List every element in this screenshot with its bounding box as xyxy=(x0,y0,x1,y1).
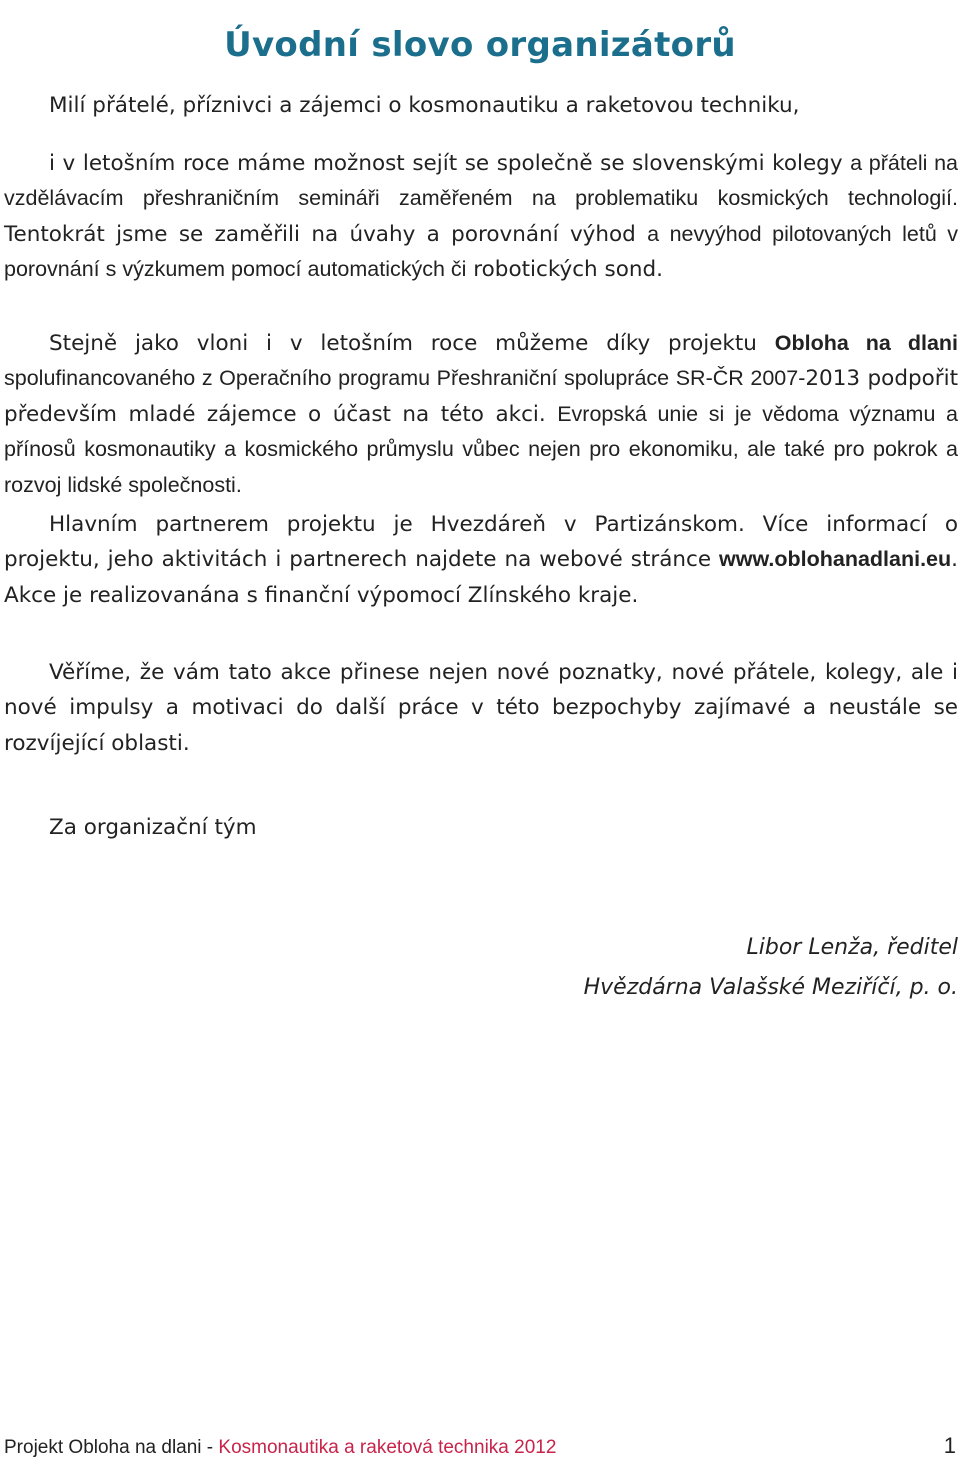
signature-organization: Hvězdárna Valašské Meziříčí, p. o. xyxy=(583,975,958,1000)
paragraph-1-part-b: a přáteli na vzdělávacím přeshraničním semináři zaměřeném na problematiku kosmických technologií. xyxy=(4,151,958,211)
footer-project-label: Projekt Obloha na dlani - xyxy=(4,1437,219,1458)
paragraph-2-part-c: 2013 podpořit především mladé zájemce o účast na této akci. xyxy=(4,366,959,427)
paragraph-2 xyxy=(4,326,958,503)
paragraph-3-part-b: . Akce je realizovanána s finanční výpomocí Zlínského kraje. xyxy=(4,547,958,608)
paragraph-2-part-a: Stejně jako vloni i v letošním roce můžeme díky projektu xyxy=(49,331,775,356)
greeting: Milí přátelé, příznivci a zájemci o kosmonautiku a raketovou techniku, xyxy=(49,93,800,118)
paragraph-3 xyxy=(4,507,958,613)
paragraph-1-part-d: a nevyýhod pilotovaných letů v porovnání s výzkumem pomocí automatických či xyxy=(4,221,958,282)
page-footer xyxy=(4,1434,556,1462)
paragraph-1-part-a: i v letošním roce máme možnost sejít se společně se slovenskými kolegy xyxy=(49,151,851,176)
signature-name: Libor Lenža, ředitel xyxy=(746,935,958,960)
paragraph-2-part-d: Evropská unie si je vědoma významu a přínosů kosmonautiky a kosmického průmyslu vůbec nejen pro ekonomiku, ale také pro pokrok a rozvoj lidské společnosti. xyxy=(4,401,958,497)
project-website-link[interactable]: www.oblohanadlani.eu xyxy=(719,547,952,572)
paragraph-4: Věříme, že vám tato akce přinese nejen nové poznatky, nové přátele, kolegy, ale i nové impulsy a motivaci do další práce v této bezpochyby zajímavé a neustále se rozvíjející oblasti. xyxy=(4,660,958,756)
paragraph-1-part-c: Tentokrát jsme se zaměřili na úvahy a porovnání výhod xyxy=(4,221,648,247)
paragraph-1-part-e: robotických sond. xyxy=(466,257,663,283)
footer-event-title: Kosmonautika a raketová technika 2012 xyxy=(218,1437,557,1458)
paragraph-3-part-a: Hlavním partnerem projektu je Hvezdáreň v Partizánskom. Více informací o projektu, jeho aktivitách i partnerech najdete na webové stránce xyxy=(4,512,958,573)
page-number: 1 xyxy=(943,1433,956,1458)
page-title: Úvodní slovo organizátorů xyxy=(224,24,736,65)
paragraph-2-part-b: spolufinancovaného z Operačního programu Přeshraniční spolupráce SR-ČR 2007- xyxy=(4,366,806,391)
project-name: Obloha na dlani xyxy=(774,331,959,355)
paragraph-1 xyxy=(4,146,958,288)
closing-line: Za organizační tým xyxy=(49,815,257,840)
